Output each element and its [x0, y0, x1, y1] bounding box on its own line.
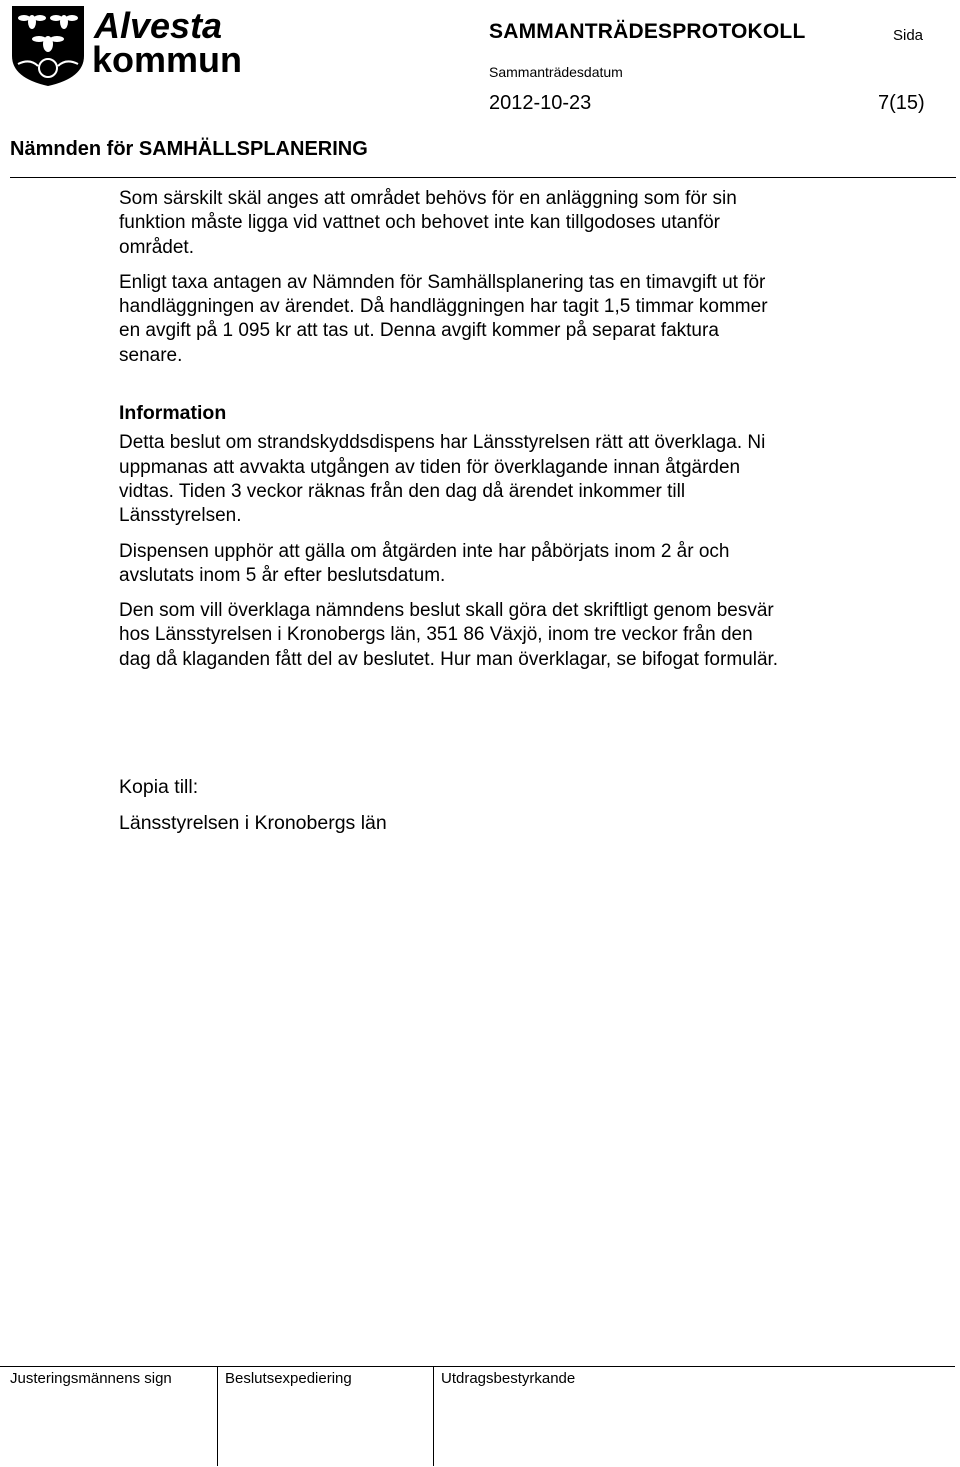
meeting-date-label: Sammanträdesdatum [489, 64, 623, 80]
bees-coat-of-arms-icon [10, 4, 240, 88]
header-divider [10, 177, 956, 178]
municipality-logo [10, 4, 240, 88]
copy-to-recipient: Länsstyrelsen i Kronobergs län [119, 812, 387, 834]
page-number: 7(15) [878, 92, 925, 114]
committee-name: Nämnden för SAMHÄLLSPLANERING [10, 138, 368, 160]
logo-line2: kommun [92, 39, 240, 80]
footer-dispatch-label: Beslutsexpediering [225, 1370, 352, 1387]
logo-line1: Alvesta [94, 5, 223, 46]
footer-divider [0, 1366, 955, 1367]
meeting-date: 2012-10-23 [489, 92, 592, 114]
footer-certification-label: Utdragsbestyrkande [441, 1370, 576, 1387]
footer-column-divider [433, 1366, 434, 1466]
document-title: SAMMANTRÄDESPROTOKOLL [489, 20, 806, 43]
section-heading-information: Information [119, 402, 227, 425]
protocol-body [119, 187, 779, 672]
paragraph-fee: Enligt taxa antagen av Nämnden för Samhällsplanering tas en timavgift ut för handläggningen av ärendet. Då handläggningen har tagit 1,5 timmar kommer en avgift på 1 095 kr att tas ut. Denna avgift kommer på separat faktura senare. [119, 271, 768, 366]
footer-signature-label: Justeringsmännens sign [10, 1370, 172, 1387]
footer-column-divider [217, 1366, 218, 1466]
copy-to-label: Kopia till: [119, 776, 199, 798]
paragraph-appeal-right: Detta beslut om strandskyddsdispens har Länsstyrelsen rätt att överklaga. Ni uppmanas att avvakta utgången av tiden för överklagande innan åtgärden vidtas. Tiden 3 veckor räknas från den dag då ärendet inkommer till Länsstyrelsen. [119, 432, 766, 527]
page-label: Sida [893, 27, 924, 44]
paragraph-special-reason: Som särskilt skäl anges att området behövs för en anläggning som för sin funktion måste ligga vid vattnet och behovet inte kan tillgodoses utanför området. [119, 188, 737, 258]
paragraph-how-to-appeal: Den som vill överklaga nämndens beslut skall göra det skriftligt genom besvär hos Länsstyrelsen i Kronobergs län, 351 86 Växjö, inom tre veckor från den dag då klaganden fått del av beslutet. Hur man överklagar, se bifogat formulär. [119, 600, 779, 670]
paragraph-validity: Dispensen upphör att gälla om åtgärden inte har påbörjats inom 2 år och avslutats inom 5 år efter beslutsdatum. [119, 540, 730, 586]
